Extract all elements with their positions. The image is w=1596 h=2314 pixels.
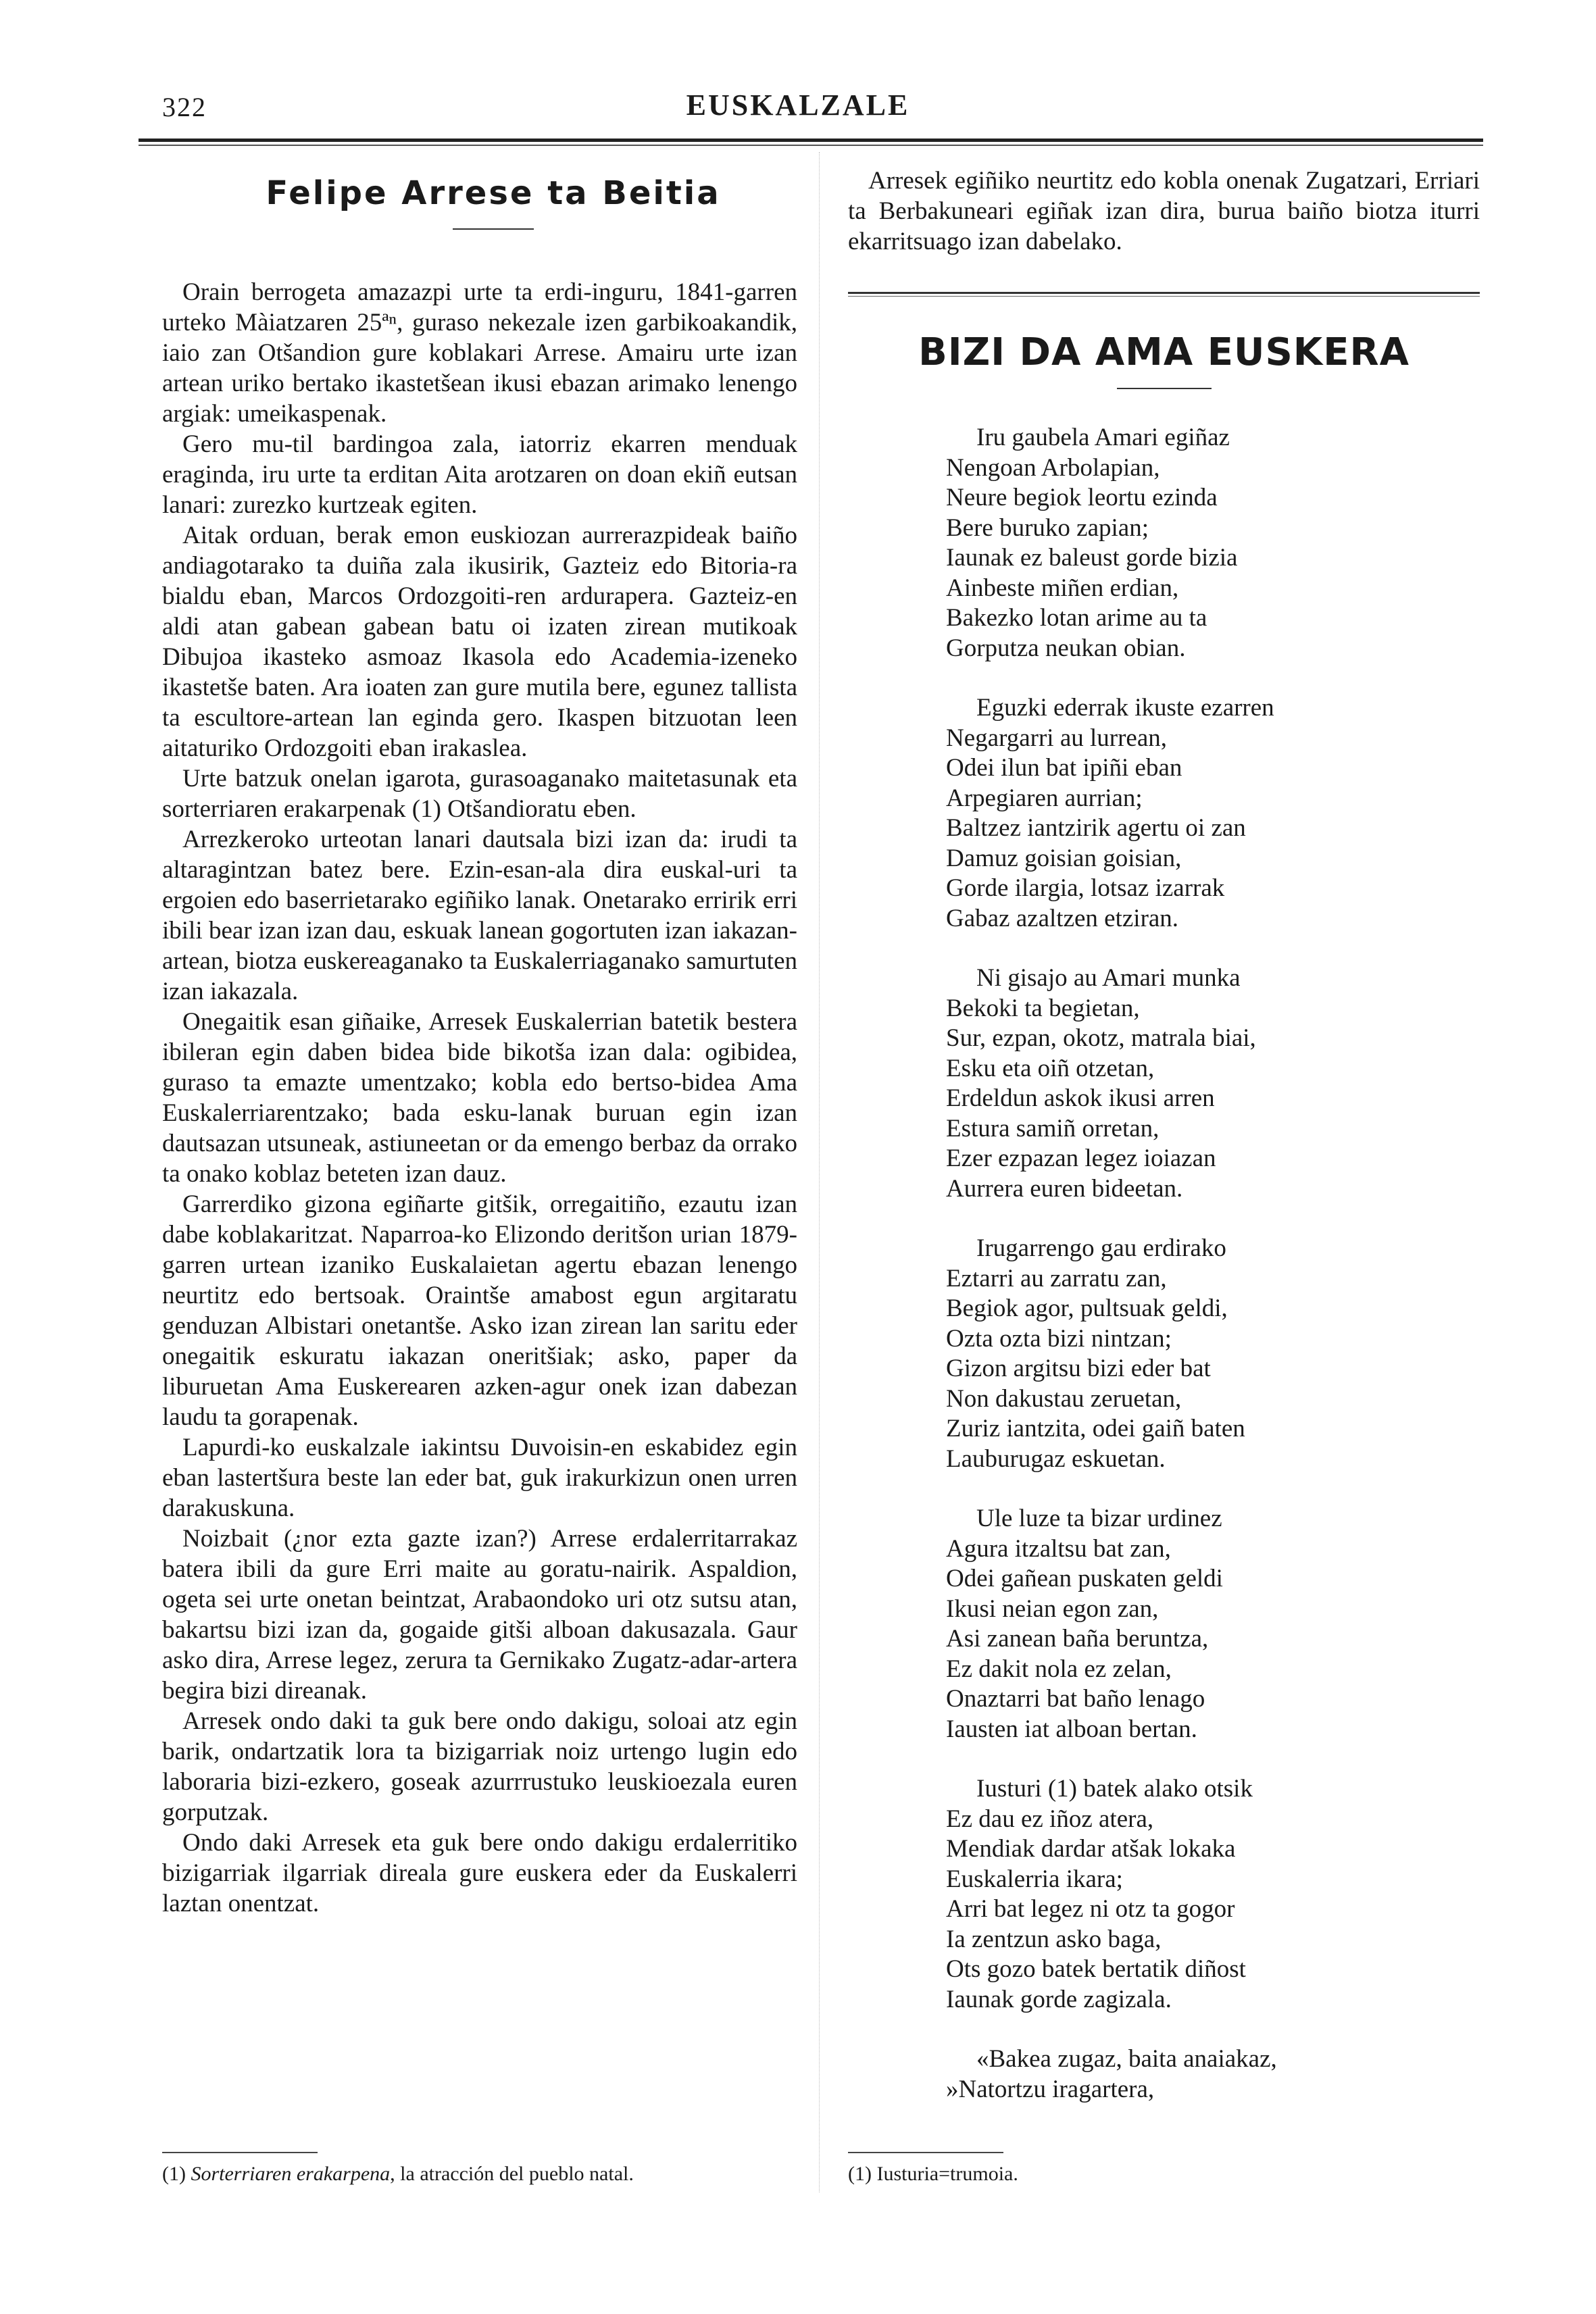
poem-line: Iausten iat alboan bertan. xyxy=(946,1715,1197,1743)
poem-line: Gabaz azaltzen etziran. xyxy=(946,904,1179,932)
poem-line: Lauburugaz eskuetan. xyxy=(946,1444,1166,1473)
poem-line: Bere buruko zapian; xyxy=(946,513,1149,542)
footnote-rule xyxy=(848,2152,1003,2153)
poem-line: Onaztarri bat baño lenago xyxy=(946,1685,1205,1713)
poem-line: Nengoan Arbolapian, xyxy=(946,453,1160,482)
left-footnote xyxy=(162,2152,797,2187)
stanza xyxy=(946,1504,1480,1744)
paragraph: Arresek ondo daki ta guk bere ondo dakigu, soloai atz egin barik, ondartzatik lora ta bizigarriak noiz urtengo lugin edo laboraria bizi-ezkero, goseak azurrrustuko leuskioezala euren gorputzak. xyxy=(162,1707,797,1826)
paragraph: Arrezkeroko urteotan lanari dautsala bizi izan da: irudi ta altaragintzan batez bere. Ezin-esan-ala dira euskal-uri ta ergoien edo baserrietarako egiñiko lanak. Onetarako erririk erri ibili bear izan izan dau, eskuak lanean gogortuten izan iakazan-artean, biotza euskereaganako ta Euskalerriaganako samurtuten izan iakazala. xyxy=(162,826,797,1005)
poem-line: Ikusi neian egon zan, xyxy=(946,1594,1159,1623)
paragraph: Ondo daki Arresek eta guk bere ondo dakigu erdalerritiko bizigarriak ilgarriak direala gure euskera eder da Euskalerri laztan onentzat. xyxy=(162,1829,797,1917)
article-title: Felipe Arrese ta Beitia xyxy=(266,174,721,212)
poem-line: Iusturi (1) batek alako otsik xyxy=(976,1775,1253,1803)
section-rule xyxy=(848,292,1480,297)
poem-line: »Natortzu iragartera, xyxy=(946,2075,1155,2103)
poem-line: Neure begiok leortu ezinda xyxy=(946,484,1218,511)
column-divider xyxy=(819,152,820,2192)
stanza xyxy=(946,1774,1480,2015)
footnote xyxy=(848,2161,1480,2187)
left-column xyxy=(162,174,797,1919)
poem-line: Gorde ilargia, lotsaz izarrak xyxy=(946,874,1225,902)
poem-line: Ez dau ez iñoz atera, xyxy=(946,1805,1154,1833)
paragraph: Urte batzuk onelan igarota, gurasoaganako maitetasunak eta sorterriaren erakarpenak (1) Otšandioratu eben. xyxy=(162,765,797,823)
stanza xyxy=(946,2044,1480,2105)
poem-line: Ia zentzun asko baga, xyxy=(946,1925,1162,1953)
poem-line: Irugarrengo gau erdirako xyxy=(976,1234,1226,1262)
poem-line: Begiok agor, pultsuak geldi, xyxy=(946,1294,1228,1322)
poem-line: Sur, ezpan, okotz, matrala biai, xyxy=(946,1024,1256,1052)
poem-line: Damuz goisian goisian, xyxy=(946,844,1182,872)
poem-line: Agura itzaltsu bat zan, xyxy=(946,1534,1171,1563)
poem-line: Arri bat legez ni otz ta gogor xyxy=(946,1895,1235,1923)
poem-line: Non dakustau zeruetan, xyxy=(946,1384,1182,1413)
stanza xyxy=(946,963,1480,1204)
poem-line: Ni gisajo au Amari munka xyxy=(976,964,1241,992)
poem-line: Baltzez iantzirik agertu oi zan xyxy=(946,814,1246,842)
poem-line: Ots gozo batek bertatik diñost xyxy=(946,1955,1246,1983)
paragraph: Onegaitik esan giñaike, Arresek Euskalerrian batetik bestera ibileran egin daben bidea bide bikotša izan dala: ogibidea, guraso ta emazte umentzako; kobla edo bertso-bidea Ama Euskalerriarentzako; bada esku-lanak buruan egin izan dautsazan utsuneak, astiuneetan or da emengo berbaz da orrako ta onako koblaz beteten izan dauz. xyxy=(162,1008,798,1188)
paragraph: Lapurdi-ko euskalzale iakintsu Duvoisin-en eskabidez egin eban lastertšura beste lan eder bat, guk irakurkizun onen urren darakuskuna. xyxy=(162,1434,797,1522)
footnote-marker: (1) xyxy=(848,2163,872,2185)
stanza xyxy=(946,423,1480,663)
poem-line: Iaunak gorde zagizala. xyxy=(946,1985,1172,2013)
footnote-rule xyxy=(162,2152,318,2153)
title-rule xyxy=(453,228,534,230)
poem-line: Zuriz iantzita, odei gaiñ baten xyxy=(946,1415,1245,1442)
poem-line: Odei ilun bat ipiñi eban xyxy=(946,754,1182,782)
poem-line: Odei gañean puskaten geldi xyxy=(946,1565,1223,1592)
poem-line: Euskalerria ikara; xyxy=(946,1865,1123,1893)
poem-line: Ozta ozta bizi nintzan; xyxy=(946,1324,1172,1353)
paragraph: Orain berrogeta amazazpi urte ta erdi-inguru, 1841-garren urteko Màiatzaren 25ªⁿ, guraso nekezale izen garbikoakandik, iaio zan Otšandion gure koblakari Arrese. Amairu urte izan artean uriko bertako ikastetšean ikusi ebazan arimako lenengo argiak: umeikaspenak. xyxy=(162,278,797,428)
poem-line: Estura samiñ orretan, xyxy=(946,1114,1159,1142)
footnote-term: Sorterriaren erakarpena xyxy=(191,2163,391,2185)
footnote-text: Iusturia=trumoia. xyxy=(876,2163,1018,2185)
poem-line: Negargarri au lurrean, xyxy=(946,724,1168,752)
poem-line: «Bakea zugaz, baita anaiakaz, xyxy=(976,2045,1277,2073)
running-head: EUSKALZALE xyxy=(686,89,910,122)
poem-line: Esku eta oiñ otzetan, xyxy=(946,1054,1155,1082)
poem-line: Erdeldun askok ikusi arren xyxy=(946,1084,1215,1112)
poem-line: Asi zanean baña beruntza, xyxy=(946,1625,1209,1653)
footnote xyxy=(162,2161,797,2187)
poem-line: Arpegiaren aurrian; xyxy=(946,784,1143,812)
poem-title: BIZI DA AMA EUSKERA xyxy=(918,330,1410,374)
poem-line: Iaunak ez baleust gorde bizia xyxy=(946,544,1238,572)
poem-line: Eguzki ederrak ikuste ezarren xyxy=(976,694,1274,722)
poem-line: Ule luze ta bizar urdinez xyxy=(976,1505,1222,1532)
poem-line: Bakezko lotan arime au ta xyxy=(946,604,1207,632)
poem-line: Aurrera euren bideetan. xyxy=(946,1174,1183,1203)
poem-line: Bekoki ta begietan, xyxy=(946,994,1140,1022)
page-number: 322 xyxy=(162,92,207,122)
poem-line: Iru gaubela Amari egiñaz xyxy=(976,424,1230,451)
stanza xyxy=(946,1234,1480,1474)
article-body xyxy=(162,277,797,1919)
header-rule xyxy=(139,139,1483,146)
paragraph: Noizbait (¿nor ezta gazte izan?) Arrese erdalerritarrakaz batera ibili da gure Erri maite au goratu-nairik. Aspaldion, ogeta sei urte onetan beintzat, Arabaondoko uri otz sutsu atan, bakartsu bizi izan da, gogaide gitši alboan dakusazala. Gaur asko dira, Arrese legez, zerura ta Gernikako Zugatz-adar-artera begira bizi direanak. xyxy=(162,1525,797,1705)
footnote-text: , la atracción del pueblo natal. xyxy=(390,2163,634,2185)
poem-title-rule xyxy=(1117,388,1212,389)
poem-line: Gorputza neukan obian. xyxy=(946,634,1186,662)
poem-line: Mendiak dardar atšak lokaka xyxy=(946,1835,1236,1863)
paragraph: Garrerdiko gizona egiñarte gitšik, orregaitiño, ezautu izan dabe koblakaritzat. Naparroa-ko Elizondo deritšon urian 1879-garren urtean izaniko Euskalaietan agertu ebazan lenengo neurtitz edo bertsoak. Oraintše amabost egun argitaratu genduzan Albistari onetantše. Asko izan zirean lan saritu eder onegaitik eskuratu iakazan oneritšiak; asko, paper da liburuetan Ama Euskerearen azken-agur onek izan dabezan laudu ta gorapenak. xyxy=(162,1190,797,1431)
poem-line: Ez dakit nola ez zelan, xyxy=(946,1655,1172,1683)
intro-paragraph: Arresek egiñiko neurtitz edo kobla onenak Zugatzari, Erriari ta Berbakuneari egiñak izan dira, burua baiño biotza iturri ekarritsuago izan dabelako. xyxy=(848,167,1480,255)
stanza xyxy=(946,693,1480,934)
poem-line: Gizon argitsu bizi eder bat xyxy=(946,1355,1211,1382)
right-column xyxy=(848,166,1480,2134)
footnote-marker: (1) xyxy=(162,2163,186,2185)
poem-line: Eztarri au zarratu zan, xyxy=(946,1264,1167,1292)
poem xyxy=(848,423,1480,2105)
poem-line: Ezer ezpazan legez ioiazan xyxy=(946,1145,1216,1172)
paragraph: Aitak orduan, berak emon euskiozan aurrerazpideak baiño andiagotarako ta duiña zala ikusirik, Gazteiz edo Bitoria-ra bialdu eban, Marcos Ordozgoiti-ren ardurapera. Gazteiz-en aldi atan gabean gabean batu oi izaten zirean mutikoak Dibujoa ikasteko asmoaz Ikasola edo Academia-izeneko ikastetše baten. Ara ioaten zan gure mutila bere, egunez tallista ta escultore-artean lan eginda gero. Ikaspen bitzuotan leen aitaturiko Ordozgoiti eban irakaslea. xyxy=(162,522,797,762)
paragraph: Gero mu-til bardingoa zala, iatorriz ekarren menduak eraginda, iru urte ta erditan Aita arotzaren on doan ekiñ eutsan lanari: zurezko kurtzeak egiten. xyxy=(162,430,797,519)
poem-line: Ainbeste miñen erdian, xyxy=(946,574,1179,602)
right-footnote xyxy=(848,2152,1480,2187)
